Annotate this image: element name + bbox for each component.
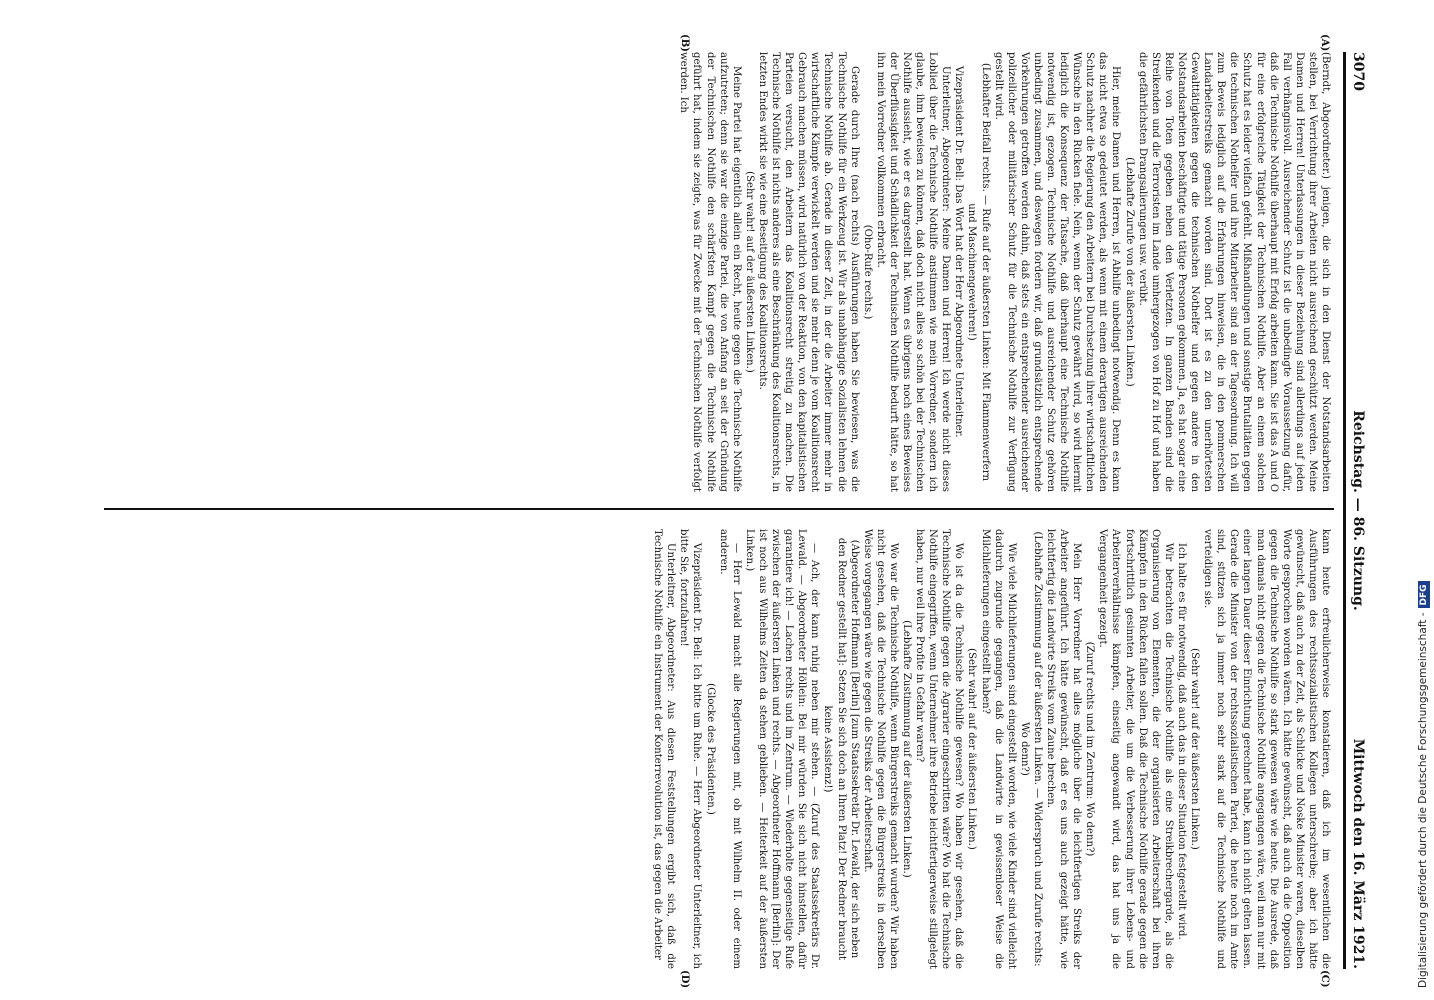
speaker-paragraph: Unterleitner, Abgeordneter: Aus diesen Feststellungen ergibt sich, daß die Technische Nothilfe ein Instrument der Konterrevolution ist, das gegen die Arbeiter — [652, 529, 677, 969]
paragraph: — Herr Lewald macht alle Regierungen mit, ob mit Wilhelm II. oder einem anderen. — [717, 529, 742, 969]
interjection: (Sehr wahr! auf der äußersten Linken.) — [1189, 648, 1201, 850]
interjection: (Lebhafte Zurufe von der äußersten Linken.) — [1123, 157, 1135, 387]
digitization-note-strip — [1416, 8, 1430, 988]
interjection: (Abgeordneter Hoffmann [Berlin] [zum Staatssekretär Dr. Lewald, der sich neben den Redner gestellt hat]: Setzen Sie sich doch an Ihren Platz! Der Redner braucht keine Assistenz!) — [822, 537, 860, 961]
paragraph: Hier, meine Damen und Herren, ist Abhilfe unbedingt notwendig. Denn es kann das nicht etwa so gedeutet werden, als wenn mit einem derartigen ausreichenden Schutz nachher die Regierung den Arbeitern bei Durchsetzung ihrer wirtschaftlichen Wünsche in den Rücken fiele. Nein, wenn der Schutz gewährt wird, so wird hiermit lediglich die Konsequenz der Tatsache, daß überhaupt eine Technische Nothilfe notwendig ist, gezogen. Technische Nothilfe und ausreichender Schutz gehören unbedingt zusammen, und deswegen fordern wir, daß grundsätzlich entsprechende Vorkehrungen getroffen werden dahin, daß stets ein entsprechender ausreichender polizeilicher oder militärischer Schutz für die Technische Nothilfe zur Verfügung gestellt wird. — [992, 52, 1122, 492]
paragraph: Wie viele Milchlieferungen sind eingestellt worden, wie viele Kinder sind vielleicht dadurch zugrunde gegangen, daß die Landwirte in gewissenloser Weise die Milchlieferungen eingestellt haben? — [979, 529, 1017, 969]
paragraph: Ich halte es für notwendig, daß auch das in dieser Situation festgestellt wird. — [1175, 543, 1187, 940]
right-text-column — [117, 529, 1332, 969]
scanned-page — [80, 32, 1390, 989]
speaker-paragraph: Vizepräsident Dr. Bell: Das Wort hat der Herr Abgeordnete Unterleitner. — [953, 66, 965, 438]
paragraph: (Berndt, Abgeordneter.) jenigen, die sich in den Dienst der Notstandsarbeiten stellen, bei Verrichtung ihrer Arbeiten nicht ausreichend geschützt werden. Meine Damen und Herren! Unterlassungen in dieser Beziehung sind allerdings auf jeden Fall verhängnisvoll. Ausreichender Schutz ist die unbedingte Voraussetzung dafür, daß die Technische Nothilfe überhaupt mit Erfolg arbeiten kann. Sie ist das A und O für eine erfolgreiche Tätigkeit der Technischen Nothilfe. Aber an einem solchen Schutz hat es leider vielfach gefehlt. Mißhandlungen und sonstige Brutalitäten gegen die technischen Nothelfer und ihre Mitarbeiter sind an der Tagesordnung. Ich will zum Beweis lediglich auf die Erfahrungen hinweisen, die in den pommerschen Landarbeiterstreiks gemacht worden sind. Dort ist es zu den unerhörtesten Gewalttätigkeiten gegen die technischen Nothelfer und gegen andere in den Notstandsarbeiten beschäftigte und tätige Personen gekommen. Ja, es hat sogar eine Reihe von Toten gegeben neben den Verletzten. In ganzen Banden sind die Streikenden und die Terroristen im Lande umhergezogen von Hof zu Hof und haben die gefährlichsten Drangsalierungen usw. verübt. — [1136, 52, 1331, 492]
paragraph: Meine Partei hat eigentlich allein ein Recht, heute gegen die Technische Nothilfe aufzutreten; denn sie war die einzige Partei, die von Anfang an seit der Gründung der Technischen Nothilfe den schärfsten Kampf gegen die Technische Nothilfe geführt hat, indem sie zeigte, was für Zwecke mit der Technischen Nothilfe verfolgt werden. Ich — [678, 52, 742, 492]
rotated-page-content — [80, 32, 1390, 989]
header-date: Mittwoch den 16. März 1921. — [1350, 738, 1366, 969]
interjection: (Glocke des Präsidenten.) — [704, 683, 716, 815]
column-divider — [104, 508, 1334, 510]
paragraph: Mein Herr Vorredner hat alles mögliche über die leichtfertigen Streiks der Arbeiter angeführt. Ich hätte gewünscht, daß er es uns auch gezeigt hätte, wie leichtfertig die Landwirte Streiks vom Zaune brechen. — [1045, 529, 1083, 969]
digitization-note-text: Digitalisierung gefördert durch die Deutsche Forschungsgemeinschaft - — [1417, 612, 1429, 988]
paragraph: Wo war die Technische Nothilfe, wenn Bürgerstreiks gemacht wurden? Wir haben nicht gesehen, daß die Technische Nothilfe gegen die Bürgerstreiks in derselben Weise vorgegangen wäre wie gegen die Streiks der Arbeiterschaft. — [861, 529, 899, 969]
interjection: (Zuruf rechts und im Zentrum: Wo denn?) — [1084, 641, 1096, 857]
margin-marker-c: (C) — [1319, 970, 1330, 988]
paragraph: Wo ist da die Technische Nothilfe gewesen? Wo haben wir gesehen, daß die Technische Nothilfe gegen die Agrarier eingeschritten wäre? Wo hat die Technische Nothilfe eingegriffen, wenn Unternehmer ihre Betriebe leichtfertigerweise stillgelegt haben, nur weil ihre Profite in Gefahr waren? — [914, 529, 965, 969]
paragraph: Gerade durch Ihre (nach rechts) Ausführungen haben Sie bewiesen, was die Technische Nothilfe für ein Werkzeug ist. Wir als unabhängige Sozialisten lehnen die Technische Nothilfe ab. Gerade in dieser Zeit, in der die Arbeiter immer mehr in wirtschaftliche Kämpfe verwickelt werden und sie mehr denn je vom Koalitionsrecht Gebrauch machen müssen, wird natürlich von der Reaktion, von den kapitalistischen Parteien versucht, den Arbeitern das Koalitionsrecht streitig zu machen. Die Technische Nothilfe ist nichts anderes als eine Beschränkung des Koalitionsrechts, in letzten Endes wirkt sie wie eine Beseitigung des Koalitionsrechts. — [756, 52, 860, 492]
paragraph: — Ach, der kann ruhig neben mir stehen. — (Zuruf des Staatssekretärs Dr. Lewald. — Abgeordneter Höllein: Bei mir würden Sie sich nicht hinstellen, dafür garantiere ich! — Lachen rechts und im Zentrum. — Wiederholte gegenseitige Rufe zwischen der äußersten Linken und rechts. — Abgeordneter Hoffmann [Berlin]: Der ist noch aus Wilhelms Zeiten da stehen geblieben. — Heiterkeit auf der äußersten Linken.) — [743, 529, 821, 969]
interjection: (Lebhafte Zustimmung auf der äußersten Linken. — Widerspruch und Zurufe rechts: Wo denn?) — [1018, 531, 1043, 967]
margin-marker-b: (B) — [679, 34, 690, 52]
paragraph: kann heute erfreulicherweise konstatieren, daß ich im wesentlichen die Ausführungen des rechtssozialistischen Kollegen unterschreibe; aber ich hätte gewünscht, daß auch zu der Zeit, als Schlicke und Noske Minister waren, dieselben Worte gesprochen worden wären. Ich hätte gewünscht, daß auch da die Opposition gegen die Technische Nothilfe so stark gewesen wäre wie heute. Die Ausrede, daß man damals nicht gegen die Technische Nothilfe angegangen wäre, weil man nur mit einer langen Dauer dieser Einrichtung gerechnet habe, kann ich nicht gelten lassen. Gerade die Minister von der rechtssozialistischen Partei, die heute noch im Amte sind, stützen sich ja immer noch sehr stark auf die Technische Nothilfe und verteidigen sie. — [1202, 529, 1331, 969]
interjection: (Sehr wahr! auf der äußersten Linken.) — [966, 648, 978, 850]
digitization-note — [1416, 8, 1430, 988]
interjection: (Sehr wahr! auf der äußersten Linken.) — [743, 171, 755, 373]
speaker-paragraph: Unterleitner, Abgeordneter: Meine Damen und Herren! Ich werde nicht dieses Loblied über die Technische Nothilfe anstimmen wie mein Vorredner, sondern ich glaube, ihm beweisen zu können, daß doch nicht alles so schön bei der Technischen Nothilfe aussieht, wie er es dargestellt hat. Wenn es übrigens noch eines Beweises der Überflüssigkeit und Schädlichkeit der Technischen Nothilfe bedurft hätte, so hat ihn mein Vorredner vollkommen erbracht. — [874, 52, 952, 492]
left-text-column — [117, 52, 1332, 492]
header-title: Reichstag. — 86. Sitzung. — [1350, 410, 1366, 611]
page-number: 3070 — [1350, 52, 1366, 91]
margin-marker-d: (D) — [679, 970, 690, 989]
dfg-logo: DFG — [1418, 581, 1430, 608]
margin-marker-a: (A) — [1319, 34, 1330, 52]
interjection: (Oho-Rufe rechts.) — [861, 224, 873, 320]
running-header — [1343, 52, 1372, 969]
paragraph: Wir betrachten die Technische Nothilfe als eine Streikbrechergarde, als die Organisierung von Elementen, die der organisierten Arbeiterschaft bei ihren Kämpfen in den Rücken fallen sollen. Daß die Technische Nothilfe gerade gegen die fortschrittlich gesinnten Arbeiter, die um die Verbesserung ihrer Lebens- und Arbeiterverhältnisse kämpfen, einseitig angewandt wird, das hat uns ja die Vergangenheit gezeigt. — [1097, 529, 1174, 969]
interjection: (Lebhafte Zustimmung auf der äußersten Linken.) — [901, 620, 912, 878]
speaker-paragraph: Vizepräsident Dr. Bell: Ich bitte um Ruhe. — Herr Abgeordneter Unterleitner, ich bitte Sie, fortzufahren! — [678, 529, 703, 969]
interjection: (Lebhafter Beifall rechts. — Rufe auf der äußersten Linken: Mit Flammenwerfern und Maschinengewehren!) — [966, 62, 991, 482]
